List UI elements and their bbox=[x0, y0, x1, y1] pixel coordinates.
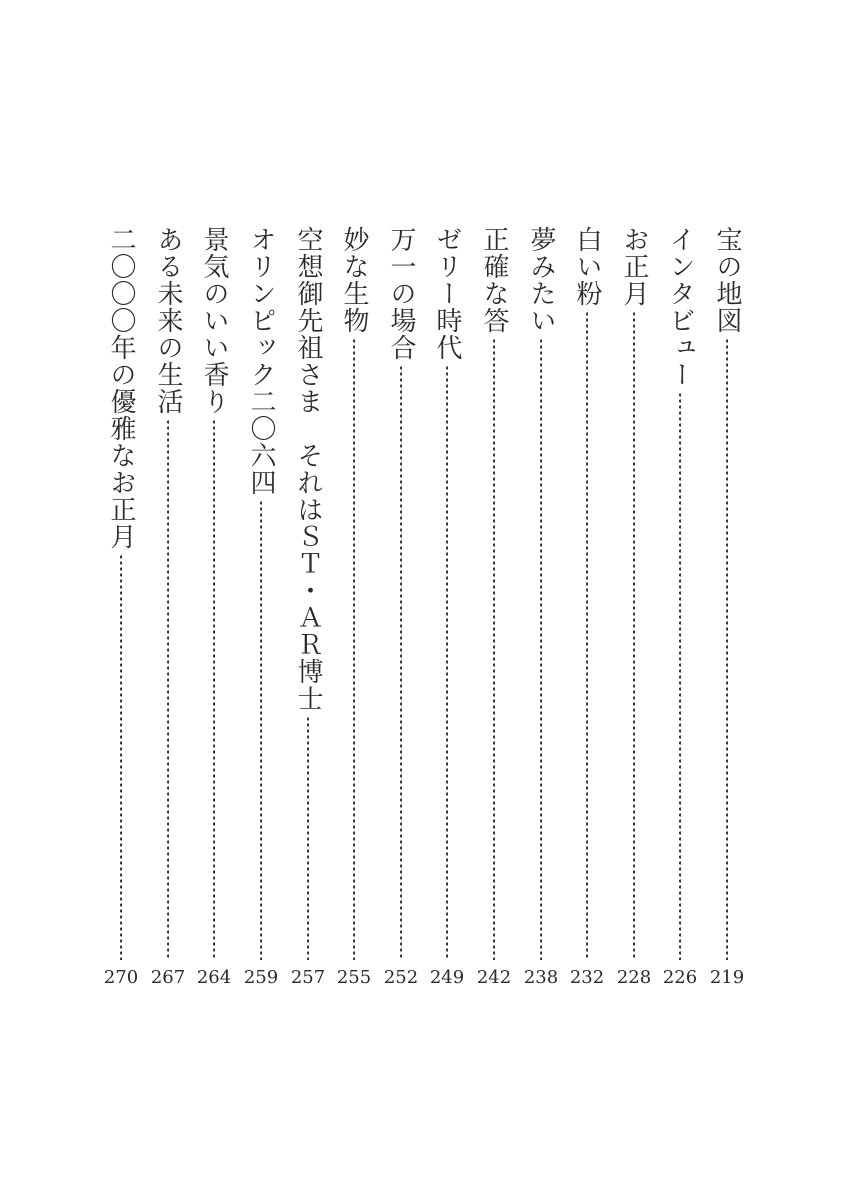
dot-leader bbox=[400, 365, 402, 960]
dot-leader bbox=[446, 365, 448, 960]
toc-entry-title: 宝の地図 bbox=[712, 226, 742, 334]
toc-entry-title: ある未来の生活 bbox=[153, 226, 183, 415]
toc-entry bbox=[150, 226, 186, 988]
toc-entry bbox=[569, 226, 605, 988]
toc-entry-page-number: 242 bbox=[476, 967, 512, 988]
toc-entry-title: 万一の場合 bbox=[386, 226, 416, 361]
dot-leader bbox=[167, 419, 169, 960]
toc-entry-title: 妙な生物 bbox=[339, 226, 369, 334]
toc-entry-title: 空想御先祖さま それはＳＴ・ＡＲ博士 bbox=[293, 226, 323, 712]
dot-leader bbox=[307, 716, 309, 960]
toc-entry bbox=[103, 226, 139, 988]
toc-entry-page-number: 255 bbox=[336, 967, 372, 988]
toc-entry bbox=[616, 226, 652, 988]
dot-leader bbox=[540, 338, 542, 960]
dot-leader bbox=[493, 338, 495, 960]
dot-leader bbox=[679, 392, 681, 960]
toc-entry-page-number: 226 bbox=[662, 967, 698, 988]
toc-entry bbox=[336, 226, 372, 988]
toc-entry-title: 夢みたい bbox=[526, 226, 556, 334]
toc-entry-page-number: 259 bbox=[243, 967, 279, 988]
toc-entry-page-number: 257 bbox=[290, 967, 326, 988]
toc-entry bbox=[523, 226, 559, 988]
toc-entry bbox=[476, 226, 512, 988]
toc-entry bbox=[196, 226, 232, 988]
toc-entry-page-number: 249 bbox=[429, 967, 465, 988]
toc-entry-title: インタビュー bbox=[665, 226, 695, 388]
toc-entry bbox=[429, 226, 465, 988]
toc-entry-page-number: 228 bbox=[616, 967, 652, 988]
dot-leader bbox=[120, 554, 122, 960]
toc-entry-page-number: 267 bbox=[150, 967, 186, 988]
toc-entry-page-number: 219 bbox=[709, 967, 745, 988]
dot-leader bbox=[353, 338, 355, 960]
toc-entry-page-number: 264 bbox=[196, 967, 232, 988]
toc-entry-page-number: 238 bbox=[523, 967, 559, 988]
toc-entry-title: ゼリー時代 bbox=[432, 226, 462, 361]
dot-leader bbox=[726, 338, 728, 960]
toc-entry-title: 二〇〇〇年の優雅なお正月 bbox=[106, 226, 136, 550]
toc-entry-title: 白い粉 bbox=[572, 226, 602, 307]
dot-leader bbox=[633, 311, 635, 960]
toc-entry bbox=[243, 226, 279, 988]
dot-leader bbox=[260, 500, 262, 960]
toc-entry bbox=[709, 226, 745, 988]
toc-entry-title: お正月 bbox=[619, 226, 649, 307]
toc-entry-title: オリンピック二〇六四 bbox=[246, 226, 276, 496]
dot-leader bbox=[586, 311, 588, 960]
toc-entry-title: 景気のいい香り bbox=[199, 226, 229, 415]
toc-entry-title: 正確な答 bbox=[479, 226, 509, 334]
dot-leader bbox=[213, 419, 215, 960]
toc-entry bbox=[662, 226, 698, 988]
toc-entry-page-number: 270 bbox=[103, 967, 139, 988]
toc-entry bbox=[383, 226, 419, 988]
toc-entry bbox=[290, 226, 326, 988]
toc-entry-page-number: 252 bbox=[383, 967, 419, 988]
toc-entry-page-number: 232 bbox=[569, 967, 605, 988]
